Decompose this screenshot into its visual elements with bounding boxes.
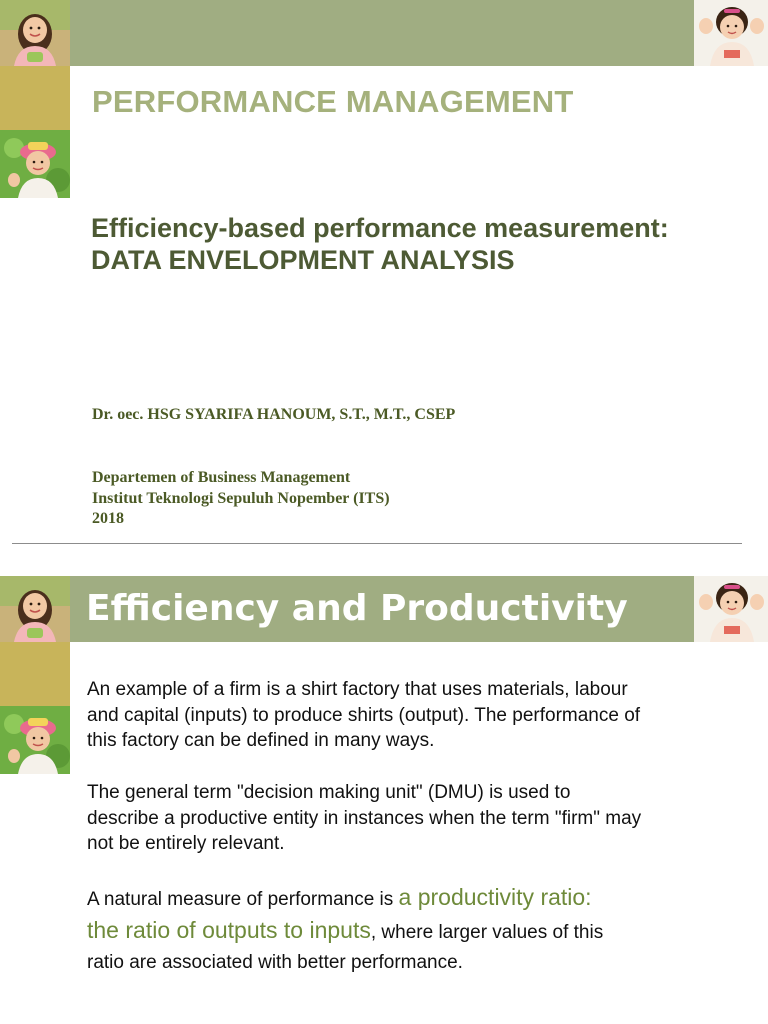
presentation-title: PERFORMANCE MANAGEMENT: [92, 84, 574, 119]
paragraph-line: and capital (inputs) to produce shirts (output). The performance of: [87, 704, 641, 726]
paragraph-line: The general term "decision making unit" (DMU) is used to: [87, 782, 571, 803]
slide-separator: [12, 543, 742, 544]
paragraph-line: this factory can be defined in many ways.: [87, 730, 435, 751]
affiliation: [92, 468, 390, 530]
paragraph-productivity-ratio: [87, 882, 603, 978]
waving-toddler-photo-icon: [694, 0, 768, 66]
smiling-girl-photo-icon: [0, 576, 70, 642]
presentation-subtitle: [91, 212, 669, 276]
paragraph-line: not be entirely relevant.: [87, 833, 285, 854]
slide-title: Efficiency and Productivity: [86, 588, 628, 629]
paragraph-line: describe a productive entity in instances when the term "firm" may: [87, 807, 642, 829]
smiling-girl-photo-icon: [0, 0, 70, 66]
paragraph-dmu-definition: [87, 780, 641, 857]
author-name: Dr. oec. HSG SYARIFA HANOUM, S.T., M.T., CSEP: [92, 406, 456, 423]
paragraph-text: , where larger values of this: [370, 922, 604, 943]
side-accent-block: [0, 66, 70, 130]
year: 2018: [92, 510, 124, 527]
paragraph-firm-example: [87, 677, 640, 754]
girl-with-hat-photo-icon: [0, 130, 70, 198]
side-accent-block: [0, 642, 70, 706]
subtitle-line-2: DATA ENVELOPMENT ANALYSIS: [91, 245, 515, 275]
content-slide: [0, 576, 768, 1024]
subtitle-line-1: Efficiency-based performance measurement:: [91, 213, 669, 243]
productivity-ratio-highlight: a productivity ratio:: [398, 884, 592, 910]
waving-toddler-photo-icon: [694, 576, 768, 642]
department-name: Departemen of Business Management: [92, 469, 351, 486]
paragraph-line: ratio are associated with better performance.: [87, 952, 463, 973]
girl-with-hat-photo-icon: [0, 706, 70, 774]
paragraph-line: An example of a firm is a shirt factory that uses materials, labour: [87, 679, 628, 700]
institute-name: Institut Teknologi Sepuluh Nopember (ITS): [92, 489, 390, 507]
paragraph-text: A natural measure of performance is: [87, 889, 399, 910]
header-band: [70, 0, 694, 66]
outputs-to-inputs-highlight: the ratio of outputs to inputs: [87, 917, 371, 943]
